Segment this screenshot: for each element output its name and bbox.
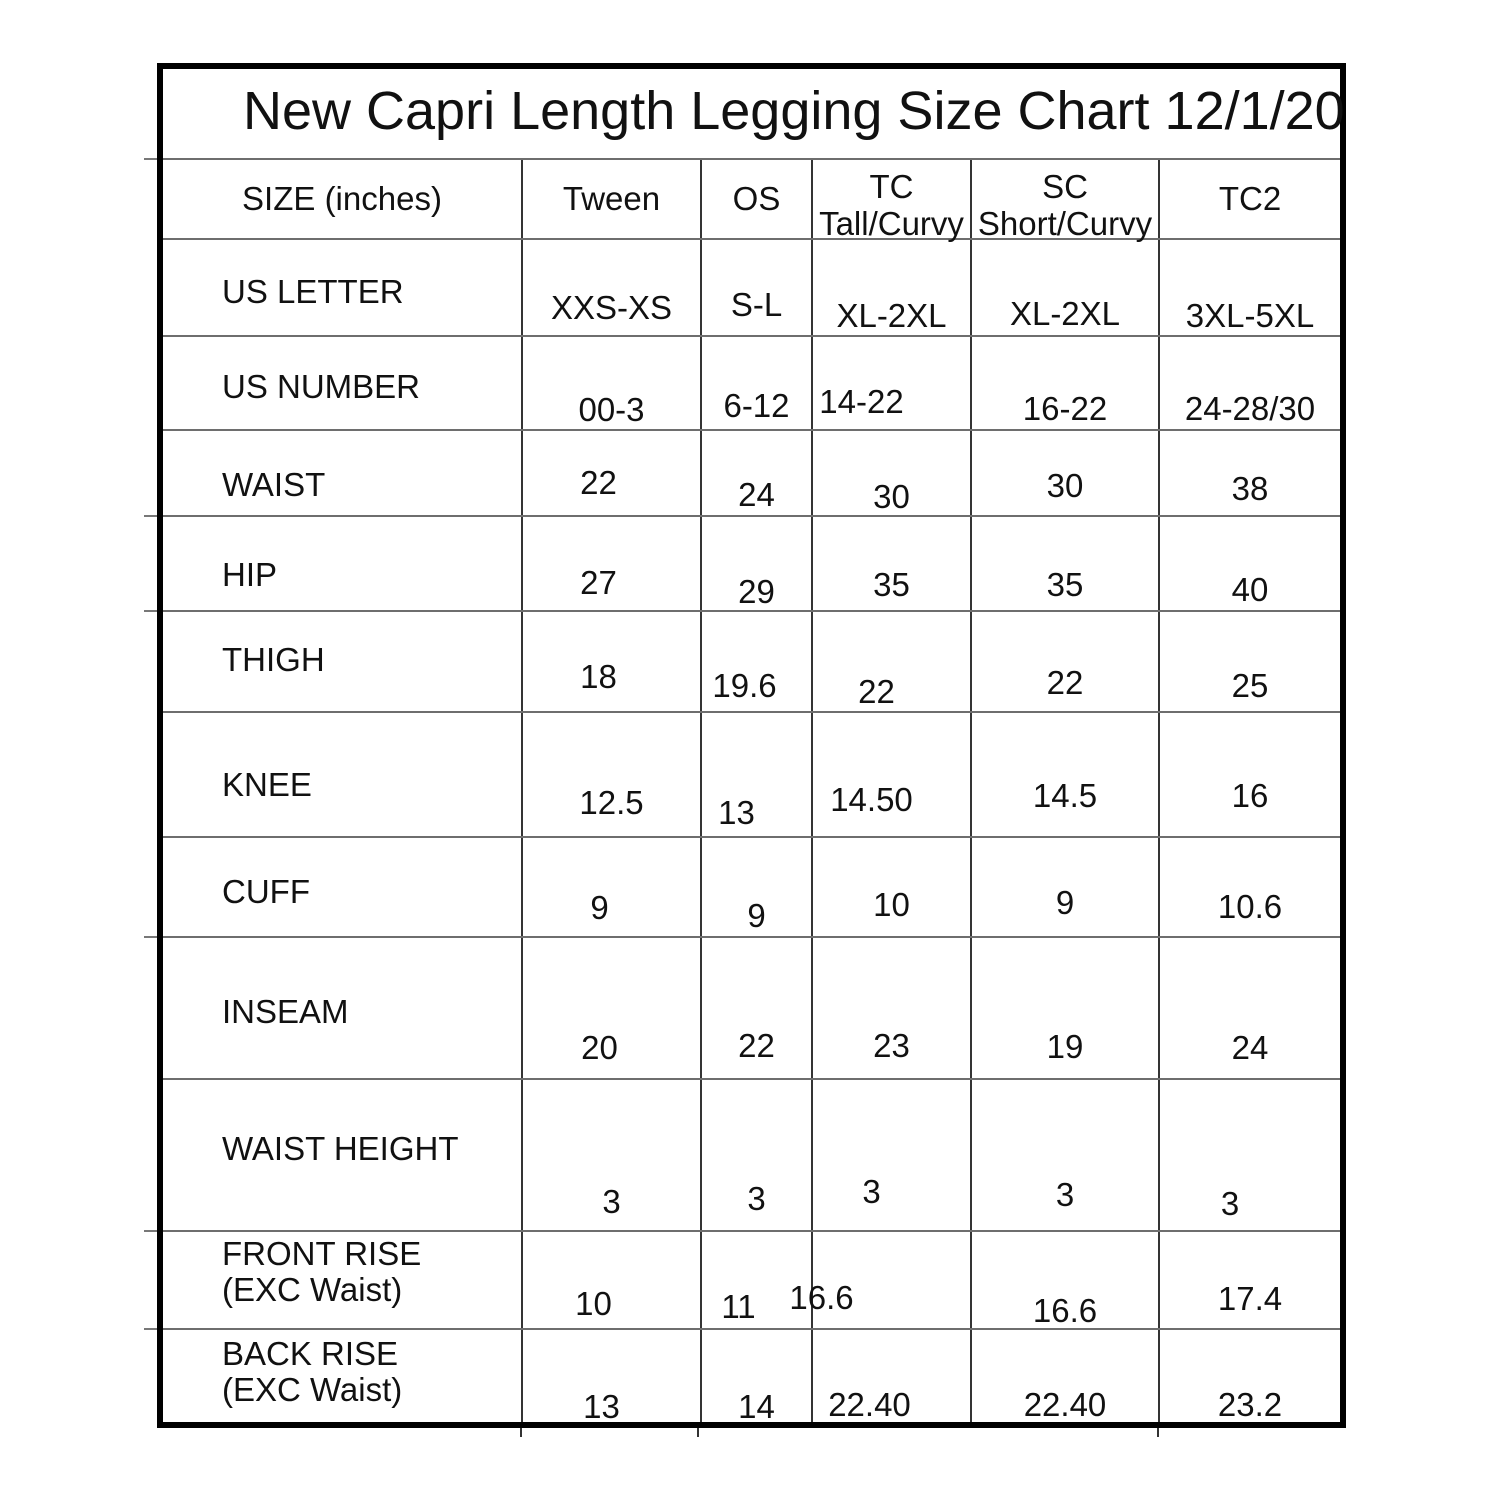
cell-value: 27 xyxy=(580,563,617,601)
cell-value: 16 xyxy=(1231,776,1269,814)
cell-value: 9 xyxy=(1055,884,1075,921)
table-cell xyxy=(970,517,1158,610)
scan-artifact-tick xyxy=(144,936,157,938)
cell-value: 3 xyxy=(602,1183,621,1220)
table-cell xyxy=(1158,431,1340,515)
column-header-sublabel: Tall/Curvy xyxy=(819,205,964,242)
cell-value: 14.50 xyxy=(830,780,913,818)
row-label: INSEAM xyxy=(222,993,349,1030)
table-cell xyxy=(811,938,970,1078)
row-label-cell xyxy=(163,713,521,836)
table-cell xyxy=(521,938,700,1078)
cell-value: 14-22 xyxy=(819,383,904,420)
column-header-label: Tween xyxy=(562,180,661,217)
table-cell xyxy=(789,1232,970,1328)
column-header-os xyxy=(700,160,811,238)
table-cell xyxy=(970,612,1158,711)
cell-value: 23.2 xyxy=(1217,1386,1283,1423)
column-header-tween xyxy=(521,160,700,238)
cell-value: 25 xyxy=(1231,666,1269,704)
cell-value: 9 xyxy=(747,897,766,934)
table-cell xyxy=(811,240,970,335)
table-cell xyxy=(811,612,970,711)
title-row xyxy=(163,69,1345,160)
scan-artifact-tick xyxy=(144,515,157,517)
row-label: US LETTER xyxy=(222,272,404,310)
table-cell xyxy=(700,838,811,936)
cell-value: 29 xyxy=(738,572,775,610)
table-cell xyxy=(1158,612,1340,711)
cell-value: 11 xyxy=(721,1288,756,1325)
cell-value: 17.4 xyxy=(1217,1280,1283,1317)
table-row-knee xyxy=(163,713,1340,838)
cell-value: 22 xyxy=(580,464,617,501)
cell-value: 24 xyxy=(738,476,775,513)
cell-value: 22 xyxy=(858,672,895,710)
column-header-sc xyxy=(970,160,1158,242)
table-cell xyxy=(1158,517,1340,610)
table-row-thigh xyxy=(163,612,1340,713)
cell-value: 6-12 xyxy=(723,387,790,424)
table-cell xyxy=(811,431,970,515)
scan-artifact-tick xyxy=(144,1230,157,1232)
table-row-front-rise xyxy=(163,1232,1340,1330)
table-cell xyxy=(970,431,1158,515)
table-row-back-rise xyxy=(163,1330,1340,1425)
cell-value: 19 xyxy=(1046,1028,1084,1065)
table-row-us-letter xyxy=(163,240,1340,337)
row-label: BACK RISE xyxy=(222,1335,399,1372)
table-row-hip xyxy=(163,517,1340,612)
table-cell xyxy=(1158,1330,1340,1422)
header-row xyxy=(163,160,1340,240)
table-cell xyxy=(1158,938,1340,1078)
row-label-cell xyxy=(163,1330,521,1422)
table-cell xyxy=(1158,713,1340,836)
table-cell xyxy=(970,337,1158,429)
table-row-us-number xyxy=(163,337,1340,431)
row-label-cell xyxy=(163,431,521,515)
row-label: WAIST xyxy=(222,466,326,503)
row-sublabel: (EXC Waist) xyxy=(222,1371,403,1408)
scan-artifact-stub xyxy=(1157,1428,1159,1437)
table-cell xyxy=(700,240,811,335)
scan-artifact-tick xyxy=(144,158,157,160)
table-cell xyxy=(700,337,811,429)
table-cell xyxy=(811,713,970,836)
cell-value: 22.40 xyxy=(1023,1386,1107,1423)
table-cell xyxy=(1158,240,1340,335)
cell-value: 38 xyxy=(1231,470,1269,507)
table-cell xyxy=(521,431,700,515)
cell-value: 19.6 xyxy=(712,666,777,704)
table-cell xyxy=(700,431,811,515)
column-header-sublabel: Short/Curvy xyxy=(977,205,1153,242)
cell-value: 13 xyxy=(583,1388,620,1425)
column-header-label: OS xyxy=(732,180,781,217)
column-header-tc2 xyxy=(1158,160,1340,238)
row-label-cell xyxy=(163,240,521,335)
table-cell xyxy=(811,1080,970,1230)
table-cell xyxy=(700,938,811,1078)
cell-value: 18 xyxy=(580,657,617,695)
cell-value: 00-3 xyxy=(578,391,645,428)
cell-value: 3 xyxy=(1055,1176,1075,1213)
cell-value: 3 xyxy=(862,1173,881,1210)
table-cell xyxy=(700,1080,811,1230)
column-header-label: SC xyxy=(1042,168,1088,205)
chart-title: New Capri Length Legging Size Chart 12/1/20 xyxy=(243,80,1345,141)
cell-value: 23 xyxy=(873,1027,910,1064)
cell-value: 30 xyxy=(873,478,910,515)
row-label-cell xyxy=(163,938,521,1078)
table-cell xyxy=(970,240,1158,335)
table-cell xyxy=(521,612,700,711)
scan-artifact-stub xyxy=(697,1428,699,1437)
row-label-cell xyxy=(163,1232,521,1328)
column-header-tc xyxy=(811,160,970,242)
table-cell xyxy=(811,517,970,610)
cell-value: 10 xyxy=(575,1285,612,1322)
scan-artifact-tick xyxy=(144,610,157,612)
table-row-inseam xyxy=(163,938,1340,1080)
table-cell xyxy=(521,1232,700,1328)
cell-value: 9 xyxy=(590,889,609,926)
table-cell xyxy=(521,1080,700,1230)
cell-value: 24-28/30 xyxy=(1184,390,1316,427)
cell-value: XL-2XL xyxy=(1009,294,1121,332)
table-cell xyxy=(970,713,1158,836)
row-sublabel: (EXC Waist) xyxy=(222,1271,403,1308)
table-cell xyxy=(970,838,1158,936)
column-header-label: TC xyxy=(869,168,914,205)
column-header-size xyxy=(163,160,521,238)
row-label: FRONT RISE xyxy=(222,1235,422,1272)
cell-value: 14.5 xyxy=(1032,776,1098,814)
column-header-label: SIZE (inches) xyxy=(242,180,442,217)
cell-value: 22 xyxy=(1046,663,1084,701)
cell-value: 3 xyxy=(1220,1185,1240,1222)
cell-value: 12.5 xyxy=(579,783,644,821)
row-label: HIP xyxy=(222,555,278,593)
cell-value: 35 xyxy=(873,565,910,603)
row-label: THIGH xyxy=(222,640,325,678)
table-cell xyxy=(811,1330,970,1422)
table-cell xyxy=(970,938,1158,1078)
table-cell xyxy=(521,1330,700,1425)
row-label-cell xyxy=(163,838,521,936)
table-cell xyxy=(521,240,700,335)
scan-artifact-stub xyxy=(520,1428,522,1437)
row-label: WAIST HEIGHT xyxy=(222,1130,459,1167)
row-label: KNEE xyxy=(222,765,312,803)
table-cell xyxy=(1158,838,1340,936)
row-label: CUFF xyxy=(222,873,310,910)
cell-value: 22.40 xyxy=(828,1386,911,1423)
table-row-cuff xyxy=(163,838,1340,938)
table-cell xyxy=(700,1330,811,1425)
table-cell xyxy=(970,1080,1158,1230)
table-cell xyxy=(700,713,811,836)
table-cell xyxy=(521,337,700,429)
table-cell xyxy=(811,337,970,429)
table-cell xyxy=(700,517,811,610)
column-header-label: TC2 xyxy=(1218,180,1282,217)
table-cell xyxy=(521,838,700,936)
row-label-cell xyxy=(163,337,521,429)
table-cell xyxy=(970,1232,1158,1328)
row-label-cell xyxy=(163,612,521,711)
cell-value: 16.6 xyxy=(789,1279,854,1316)
table-cell xyxy=(1158,1080,1340,1230)
cell-value: XXS-XS xyxy=(550,288,673,326)
cell-value: 40 xyxy=(1231,570,1269,608)
cell-value: 22 xyxy=(738,1027,775,1064)
table-cell xyxy=(970,1330,1158,1422)
cell-value: 20 xyxy=(581,1029,618,1066)
table-cell xyxy=(521,517,700,610)
row-label: US NUMBER xyxy=(222,368,421,405)
table-row-waist-height xyxy=(163,1080,1340,1232)
table-cell xyxy=(1158,1232,1340,1328)
cell-value: 30 xyxy=(1046,467,1084,504)
row-label-cell xyxy=(163,517,521,610)
cell-value: 13 xyxy=(718,793,755,831)
cell-value: 10 xyxy=(873,886,910,923)
scan-artifact-tick xyxy=(144,1328,157,1330)
cell-value: 16-22 xyxy=(1022,390,1108,427)
table-cell xyxy=(811,838,970,936)
cell-value: S-L xyxy=(730,285,783,323)
table-row-waist xyxy=(163,431,1340,517)
cell-value: 16.6 xyxy=(1032,1292,1098,1329)
cell-value: 35 xyxy=(1046,565,1084,603)
cell-value: 3 xyxy=(747,1180,766,1217)
cell-value: 3XL-5XL xyxy=(1185,296,1315,334)
size-chart-table xyxy=(157,63,1346,1428)
table-cell xyxy=(1158,337,1340,429)
cell-value: 14 xyxy=(738,1388,775,1425)
cell-value: 24 xyxy=(1231,1029,1269,1066)
table-cell xyxy=(521,713,700,836)
row-label-cell xyxy=(163,1080,521,1230)
cell-value: 10.6 xyxy=(1217,888,1283,925)
cell-value: XL-2XL xyxy=(836,296,947,334)
table-cell xyxy=(700,612,811,711)
